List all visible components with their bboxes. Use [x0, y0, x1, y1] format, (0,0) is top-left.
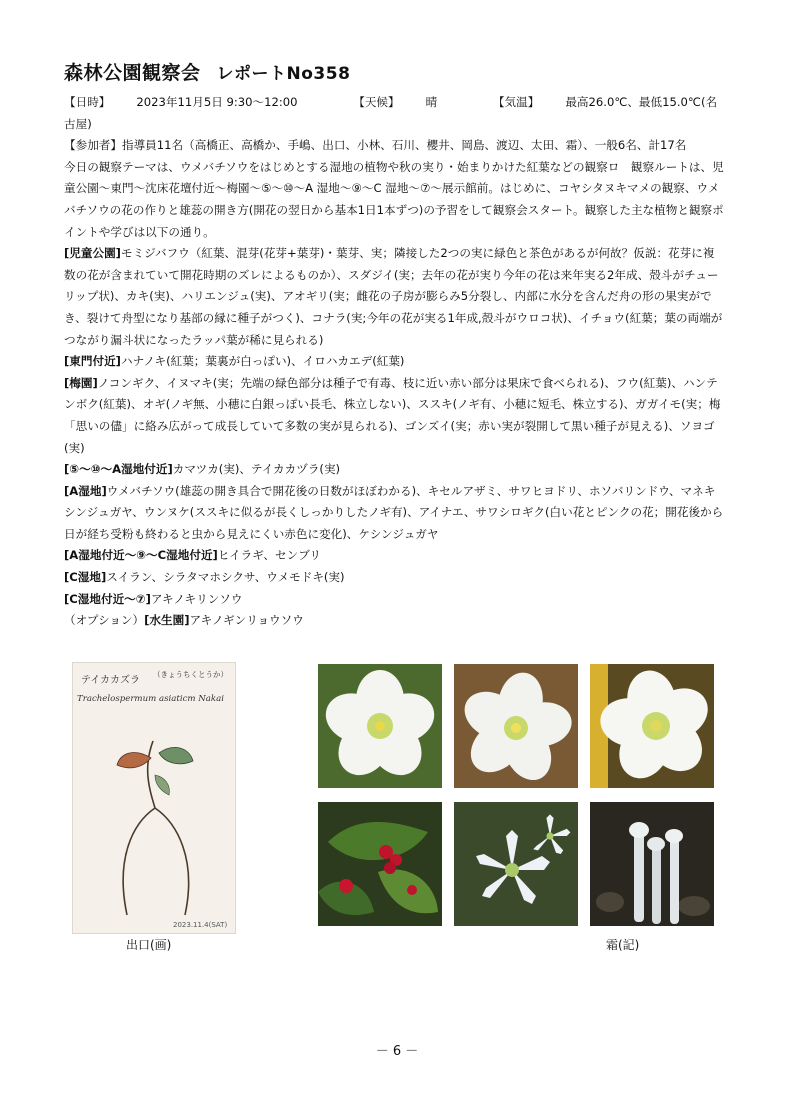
leaf-small [155, 775, 169, 795]
leaf-green [159, 747, 193, 763]
report-title: 森林公園観察会 [64, 62, 201, 84]
photo-umebachiso-2 [454, 664, 578, 788]
intro-paragraph: 今日の観察テーマは、ウメバチソウをはじめとする湿地の植物や秋の実り・始まりかけた紅葉などの観察ロ 観察ルートは、児童公園～東門～沈床花壇付近～梅園～⑤～⑩～A 湿地～⑨～C 湿地～⑦～展示館前。はじめに、コヤシタヌキマメの観察、ウメバチソウの花の作りと雄蕊の開き方(開花の翌日から基本1日1本ずつ)の予習をして観察会スタート。観察した主な植物と観察ポイントや学びは以下の通り。 [64, 159, 724, 239]
section-heading: [C湿地付近～⑦] [64, 591, 151, 606]
section-c-to-7 [64, 589, 724, 611]
section-text: ヒイラギ、センブリ [217, 548, 321, 563]
sketch-date: 2023.11.4(SAT) [173, 921, 228, 929]
participants-line [64, 135, 724, 157]
photo-umebachiso-1 [318, 664, 442, 788]
section-heading: [A湿地付近～⑨～C湿地付近] [64, 548, 218, 563]
section-plum-garden [64, 373, 724, 459]
section-text: カマツカ(実)、テイカカヅラ(実) [172, 462, 341, 477]
caption-left: 出口(画) [126, 938, 172, 952]
photo-white-star-flowers [454, 802, 578, 926]
photo-ginryoso [590, 802, 714, 926]
meta-line [64, 92, 724, 135]
date-value: 2023年11月5日 9:30～12:00 [136, 95, 298, 109]
section-heading: [水生園] [144, 613, 190, 628]
report-body [64, 92, 724, 632]
section-east-gate [64, 351, 724, 373]
report-number: レポートNo358 [216, 64, 351, 84]
section-route-5-10-a [64, 459, 724, 481]
sketch-reading: （きょうちくとうか） [153, 670, 228, 679]
section-heading: [梅園] [64, 375, 98, 390]
date-label: 【日時】 [64, 95, 111, 109]
date-field [64, 95, 324, 109]
section-option [64, 610, 724, 632]
section-text: ウメバチソウ(雄蕊の開き具合で開花後の日数がほぼわかる)、キセルアザミ、サワヒヨドリ、ホソバリンドウ、マネキシンジュガヤ、ウンヌケ(ススキに似るが長くしっかりしたノギ有)、アイナエ、サワシロギク(白い花とピンクの花；開花後から日が経ち受粉も終わると虫から見えにくい赤色に変化)、ケシンジュガヤ [64, 483, 724, 541]
section-text: モミジバフウ（紅葉、混芽(花芽+葉芽)・葉芽、実；隣接した2つの実に緑色と茶色があるが何故？仮説：花芽に複数の花が含まれていて開花時期のズレによるものか）、スダジイ(実；去年の花が実り今年の花は来年実る2年成、殻斗がチューリップ状)、カキ(実)、ハリエンジュ(実)、アオギリ(実；雌花の子房が膨らみ5分裂し、内部に水分を含んだ舟の形の果実ができ、裂けて舟型になり基部の縁に種子がつく)、コナラ(実;今年の花が実る1年成,殻斗がウロコ状)、イチョウ(紅葉；葉の両端がつながり漏斗状になったラッパ葉が稀に見られる) [64, 246, 723, 347]
sketch-drawing [73, 663, 235, 933]
sketch-name: テイカカズラ [81, 675, 140, 686]
temp-label: 【気温】 [492, 95, 540, 109]
page-title [64, 58, 350, 85]
weather-label: 【天候】 [353, 95, 400, 109]
plant-sketch [72, 662, 236, 934]
participants-label: 【参加者】 [64, 138, 122, 153]
section-text: ノコンギク、イヌマキ(実；先端の緑色部分は種子で有毒、枝に近い赤い部分は果床で食べられる)、フウ(紅葉)、ハンテンボク(紅葉)、オギ(ノギ無、小穂に白銀っぽい長毛、株立しない)、ススキ(ノギ有、小穂に短毛、株立する)、ガガイモ(実；梅「思いの儘」に絡み広がって成長していて多数の実が見られる)、ゴンズイ(実；赤い実が裂開して黒い種子が見える)、ソヨゴ(実) [64, 375, 721, 455]
section-heading: [東門付近] [64, 354, 121, 369]
photo-red-berries [318, 802, 442, 926]
section-heading: [C湿地] [64, 570, 107, 585]
sketch-latin: Trachelospermum asiaticm Nakai [77, 694, 225, 704]
page-number: － 6 － [375, 1044, 419, 1059]
caption-right: 霜(記) [606, 938, 640, 952]
section-heading: [A湿地] [64, 483, 107, 498]
section-heading: [⑤～⑩～A湿地付近] [64, 462, 173, 477]
section-children-park [64, 243, 724, 351]
section-a-to-c [64, 545, 724, 567]
section-c-wetland [64, 567, 724, 589]
section-text: スイラン、シラタマホシクサ、ウメモドキ(実) [106, 570, 345, 585]
photo-umebachiso-3 [590, 664, 714, 788]
section-a-wetland [64, 481, 724, 546]
section-text: アキノキリンソウ [150, 591, 243, 606]
weather-value: 晴 [425, 95, 438, 109]
leaf-brown [117, 753, 151, 768]
section-text: アキノギンリョウソウ [189, 613, 304, 628]
option-prefix: （オプション） [64, 613, 145, 628]
weather-field [353, 95, 463, 109]
participants-text: 指導員11名（高橋正、高橋か、手嶋、出口、小林、石川、櫻井、岡島、渡辺、太田、霜）、一般6名、計17名 [121, 138, 687, 153]
section-text: ハナノキ(紅葉；葉裏が白っぽい)、イロハカエデ(紅葉) [120, 354, 405, 369]
temp-value: 最高26.0℃、最低15.0℃(名古屋) [64, 95, 718, 131]
section-heading: [児童公園] [64, 246, 121, 261]
